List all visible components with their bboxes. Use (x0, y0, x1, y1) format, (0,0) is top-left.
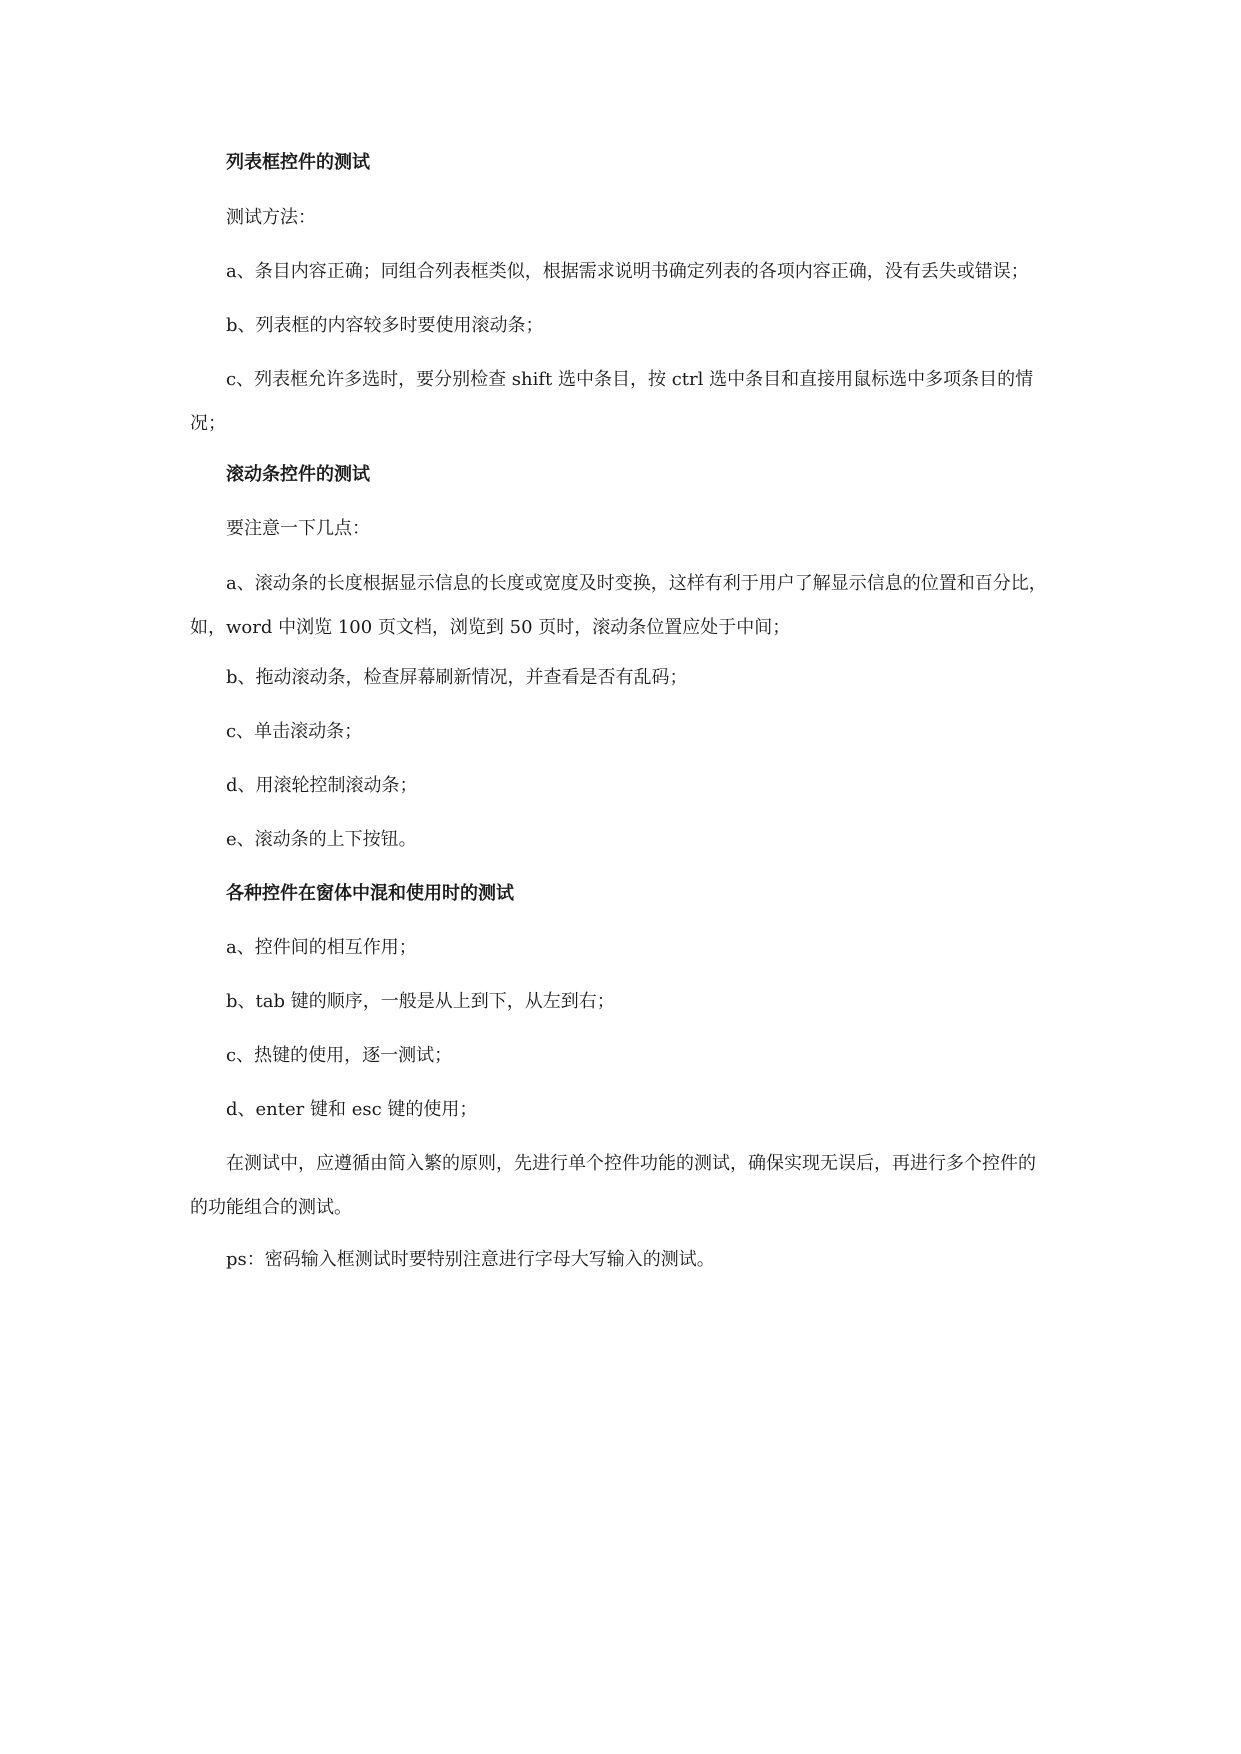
scrollbar-note-label: 要注意一下几点： (226, 518, 370, 539)
scrollbar-item-a: a、滚动条的长度根据显示信息的长度或宽度及时变换，这样有利于用户了解显示信息的位置和百分比，如，word 中浏览 100 页文档，浏览到 50 页时，滚动条位置应处于中间； (190, 573, 1047, 638)
mixed-heading: 各种控件在窗体中混和使用时的测试 (226, 883, 514, 904)
listbox-method-label: 测试方法： (226, 207, 316, 228)
mixed-item-a: a、控件间的相互作用； (226, 937, 417, 958)
scrollbar-item-e: e、滚动条的上下按钮。 (226, 829, 417, 850)
listbox-heading: 列表框控件的测试 (226, 152, 370, 173)
scrollbar-item-b: b、拖动滚动条，检查屏幕刷新情况，并查看是否有乱码； (226, 667, 688, 688)
scrollbar-item-d: d、用滚轮控制滚动条； (226, 775, 418, 796)
mixed-summary: 在测试中，应遵循由简入繁的原则，先进行单个控件功能的测试，确保实现无误后，再进行多个控件的的功能组合的测试。 (190, 1153, 1036, 1218)
mixed-item-c: c、热键的使用，逐一测试； (226, 1045, 453, 1066)
mixed-item-d: d、enter 键和 esc 键的使用； (226, 1099, 478, 1120)
listbox-item-c: c、列表框允许多选时，要分别检查 shift 选中条目，按 ctrl 选中条目和直接用鼠标选中多项条目的情况； (190, 369, 1034, 434)
scrollbar-item-c: c、单击滚动条； (226, 721, 363, 742)
scrollbar-heading: 滚动条控件的测试 (226, 464, 370, 485)
listbox-item-a: a、条目内容正确；同组合列表框类似，根据需求说明书确定列表的各项内容正确，没有丢失或错误； (226, 261, 1029, 282)
listbox-item-b: b、列表框的内容较多时要使用滚动条； (226, 315, 544, 336)
mixed-item-b: b、tab 键的顺序，一般是从上到下，从左到右； (226, 991, 615, 1012)
ps-note: ps：密码输入框测试时要特别注意进行字母大写输入的测试。 (226, 1249, 715, 1270)
